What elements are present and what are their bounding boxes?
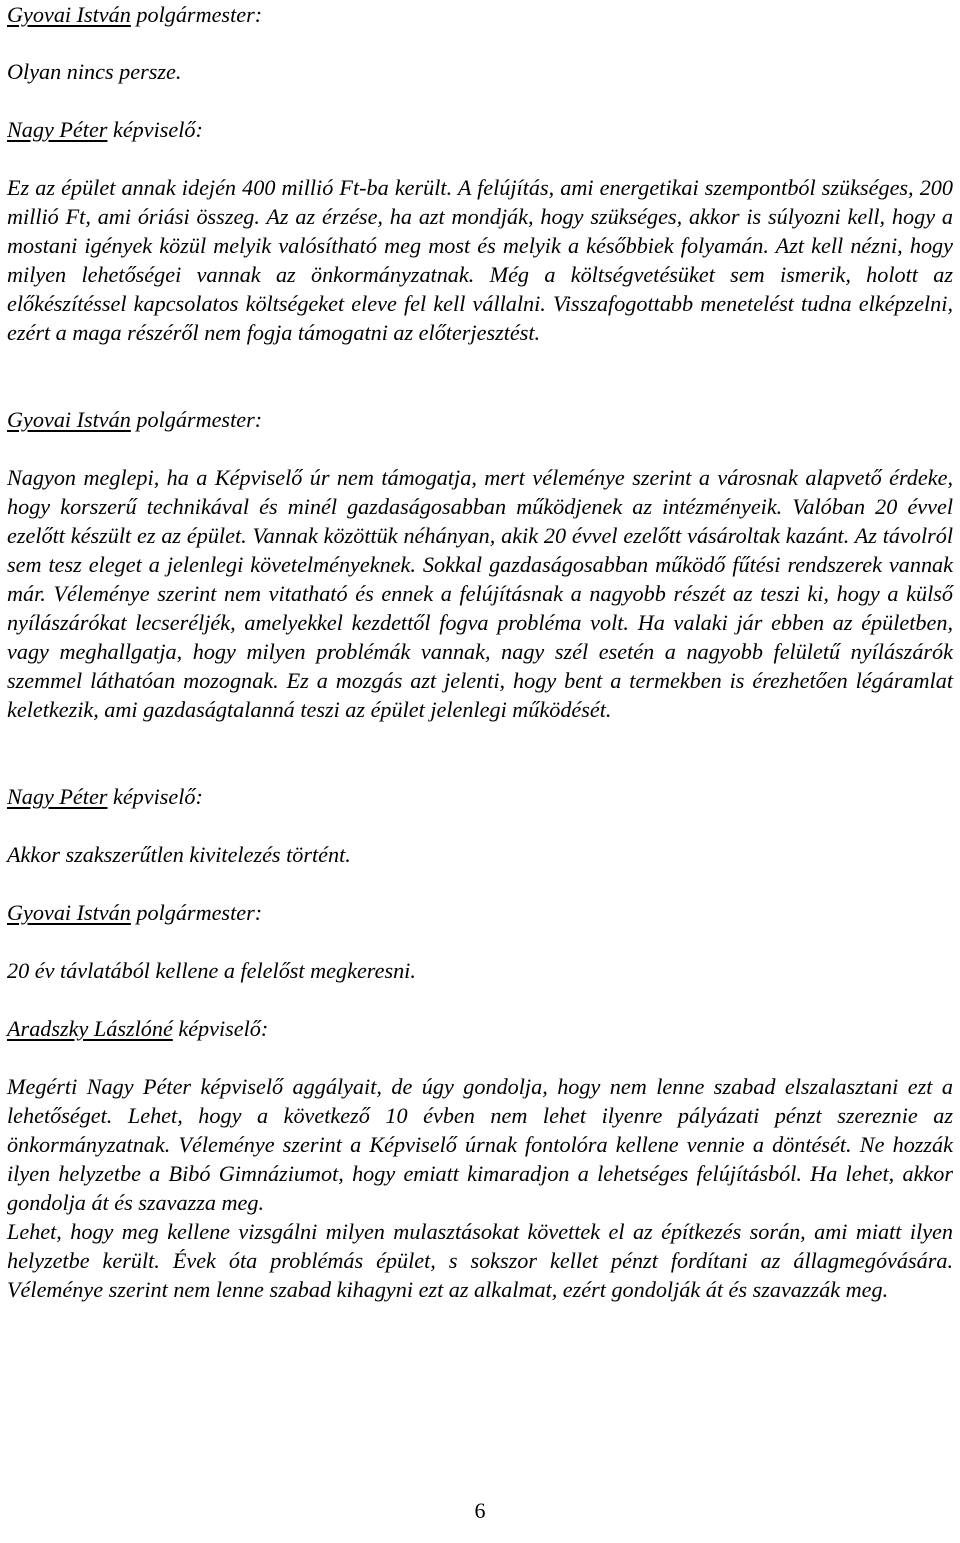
speaker-name: Gyovai István xyxy=(7,407,131,432)
speaker-name: Nagy Péter xyxy=(7,784,108,809)
speaker-line xyxy=(7,405,262,434)
speaker-name: Nagy Péter xyxy=(7,117,108,142)
speaker-name: Gyovai István xyxy=(7,900,131,925)
speaker-line xyxy=(7,0,262,29)
speaker-role: képviselő: xyxy=(178,1016,269,1041)
speech-paragraph: Nagyon meglepi, ha a Képviselő úr nem támogatja, mert véleménye szerint a városnak alapvető érdeke, hogy korszerű technikával és minél gazdaságosabban működjenek az intézményeik. Valóban 20 évvel ezelőtt készült ez az épület. Vannak közöttük néhányan, akik 20 évvel ezelőtt vásároltak kazánt. Az távolról sem tesz eleget a jelenlegi követelményeknek. Sokkal gazdaságosabban működő fűtési rendszerek vannak már. Véleménye szerint nem vitatható és ennek a felújításnak a nagyobb részét az teszi ki, hogy a külső nyílászárókat lecseréljék, amelyekkel kezdettől fogva probléma volt. Ha valaki jár ebben az épületben, vagy meghallgatja, hogy milyen problémák vannak, nagy szél esetén a nagyobb felületű nyílászárók szemmel láthatóan mozognak. Ez a mozgás azt jelenti, hogy bent a termekben is érezhetően légáramlat keletkezik, ami gazdaságtalanná teszi az épület jelenlegi működését. xyxy=(7,465,953,722)
speaker-line xyxy=(7,1014,268,1043)
speaker-role: polgármester: xyxy=(136,407,263,432)
page-number: 6 xyxy=(474,1498,486,1523)
speech-paragraph: Olyan nincs persze. xyxy=(7,59,182,84)
speaker-name: Aradszky Lászlóné xyxy=(7,1016,173,1041)
speaker-line xyxy=(7,782,203,811)
speaker-line xyxy=(7,898,262,927)
speaker-role: polgármester: xyxy=(136,2,263,27)
speech-paragraph: Lehet, hogy meg kellene vizsgálni milyen mulasztásokat követtek el az építkezés során, ami miatt ilyen helyzetbe került. Évek óta problémás épület, s sokszor kellet pénzt fordítani az állagmegóvására. Véleménye szerint nem lenne szabad kihagyni ezt az alkalmat, ezért gondolják át és szavazzák meg. xyxy=(7,1219,953,1302)
speech-paragraph: Megérti Nagy Péter képviselő aggályait, de úgy gondolja, hogy nem lenne szabad elszalasztani ezt a lehetőséget. Lehet, hogy a következő 10 évben nem lehet ilyenre pályázati pénzt szereznie az önkormányzatnak. Véleménye szerint a Képviselő úrnak fontolóra kellene vennie a döntését. Ne hozzák ilyen helyzetbe a Bibó Gimnáziumot, hogy emiatt kimaradjon a lehetséges felújításból. Ha lehet, akkor gondolja át és szavazza meg. xyxy=(7,1074,953,1215)
speech-paragraph: Akkor szakszerűtlen kivitelezés történt. xyxy=(7,842,351,867)
speaker-line xyxy=(7,115,203,144)
speaker-name: Gyovai István xyxy=(7,2,131,27)
speaker-role: képviselő: xyxy=(112,117,203,142)
speaker-role: képviselő: xyxy=(112,784,203,809)
speech-paragraph: Ez az épület annak idején 400 millió Ft-ba került. A felújítás, ami energetikai szempontból szükséges, 200 millió Ft, ami óriási összeg. Az az érzése, ha azt mondják, hogy szükséges, akkor is súlyozni kell, hogy a mostani igények közül melyik valósítható meg most és melyik a későbbiek folyamán. Azt kell nézni, hogy milyen lehetőségei vannak az önkormányzatnak. Még a költségvetésüket sem ismerik, holott az előkészítéssel kapcsolatos költségeket eleve fel kell vállalni. Visszafogottabb menetelést tudna elképzelni, ezért a maga részéről nem fogja támogatni az előterjesztést. xyxy=(7,175,953,345)
speaker-role: polgármester: xyxy=(136,900,263,925)
speech-paragraph: 20 év távlatából kellene a felelőst megkeresni. xyxy=(7,958,416,983)
